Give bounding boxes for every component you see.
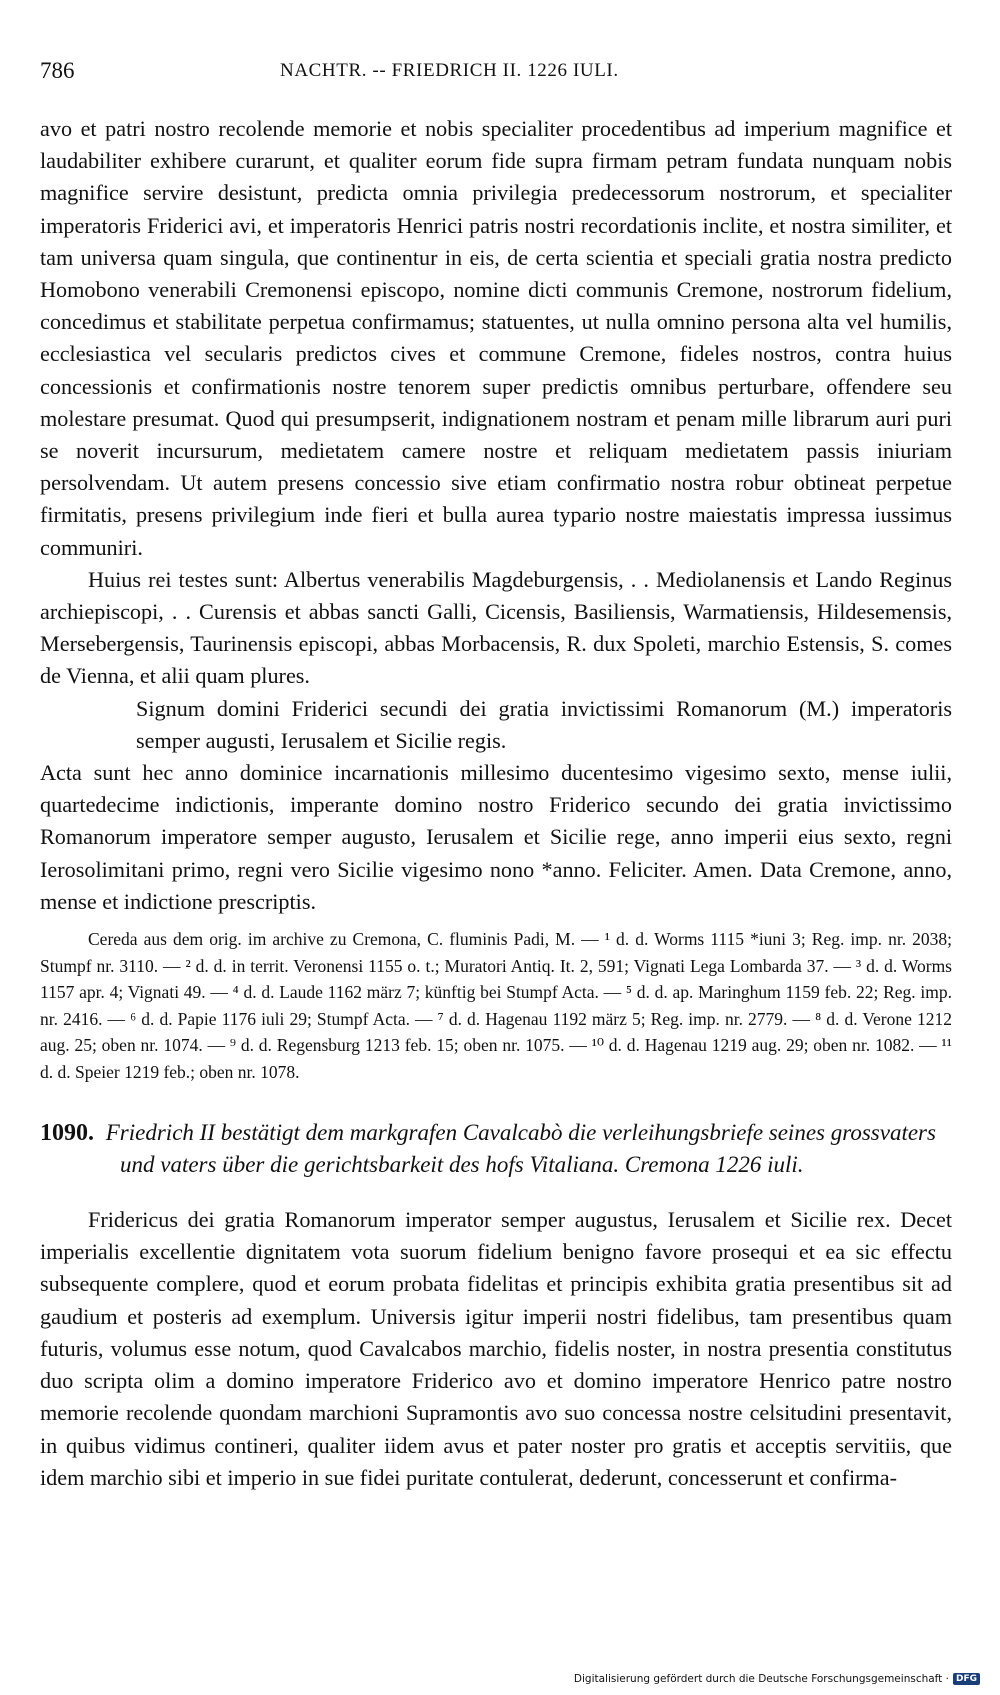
charter-paragraph: avo et patri nostro recolende memorie et nobis specialiter procedentibus ad imperium magnifice et laudabiliter exhibere curarunt, et qualiter eorum fide supra firmam petram fundata nunquam nobis magnifice servire desistunt, predicta omnia privilegia predecessorum nostrorum, et specialiter imperatoris Friderici avi, et imperatoris Henrici patris nostri recordationis inclite, et nostra similiter, et tam universa quam singula, que continentur in eis, de certa scientia et speciali gratia nostra predicto Homobono venerabili Cremonensi episcopo, nomine dicti communis Cremone, nostrorum fidelium, concedimus et stabilitate perpetua confirmamus; statuentes, ut nulla omnino persona alta vel humilis, ecclesiastica vel secularis predictos cives et commune Cremone, fideles nostros, contra huius concessionis et confirmationis nostre tenorem super predictis omnibus perturbare, offendere seu molestare presumat. Quod qui presumpserit, indignationem nostram et penam mille librarum auri puri se noverit incursurum, medietatem camere nostre et reliquam medietatem passis iniuriam persolvendam. Ut autem presens concessio sive etiam confirmatio nostra robur obtineat perpetue firmitatis, presens privilegium inde fieri et bulla aurea typario nostre maiestatis impressa iussimus communiri. [40, 116, 952, 560]
signum-paragraph: Signum domini Friderici secundi dei gratia invictissimi Romanorum (M.) imperatoris semper augusti, Ierusalem et Sicilie regis. [136, 695, 952, 753]
credit-text: Digitalisierung gefördert durch die Deutsche Forschungsgemeinschaft · [573, 1673, 949, 1685]
running-head: NACHTR. -- FRIEDRICH II. 1226 IULI. [280, 60, 619, 81]
page-body [40, 113, 952, 1494]
page-number: 786 [40, 58, 75, 83]
witnesses-paragraph: Huius rei testes sunt: Albertus venerabilis Magdeburgensis, . . Mediolanensis et Lando Reginus archiepiscopi, . . Curensis et abbas sancti Galli, Cicensis, Basiliensis, Warmatiensis, Hildesemensis, Mersebergensis, Taurinensis episcopi, abbas Morbacensis, R. dux Spoleti, marchio Estensis, S. comes de Vienna, et alii quam plures. [40, 566, 952, 689]
document-title: Friedrich II bestätigt dem markgrafen Cavalcabò die verleihungsbriefe seines grossvaters und vaters über die gerichtsbarkeit des hofs Vitaliana. Cremona 1226 iuli. [105, 1120, 936, 1178]
editorial-notes: Cereda aus dem orig. im archive zu Cremona, C. fluminis Padi, M. — ¹ d. d. Worms 1115 *iuni 3; Reg. imp. nr. 2038; Stumpf nr. 3110. — ² d. d. in territ. Veronensi 1155 o. t.; Muratori Antiq. It. 2, 591; Vignati Lega Lombarda 37. — ³ d. d. Worms 1157 apr. 4; Vignati 49. — ⁴ d. d. Laude 1162 märz 7; künftig bei Stumpf Acta. — ⁵ d. d. ap. Maringhum 1159 feb. 22; Reg. imp. nr. 2416. — ⁶ d. d. Papie 1176 iuli 29; Stumpf Acta. — ⁷ d. d. Hagenau 1192 märz 5; Reg. imp. nr. 2779. — ⁸ d. d. Verone 1212 aug. 25; oben nr. 1074. — ⁹ d. d. Regensburg 1213 feb. 15; oben nr. 1075. — ¹⁰ d. d. Hagenau 1219 aug. 29; oben nr. 1082. — ¹¹ d. d. Speier 1219 feb.; oben nr. 1078. [40, 929, 952, 1082]
page-header [40, 58, 950, 94]
document-text: Fridericus dei gratia Romanorum imperator semper augustus, Ierusalem et Sicilie rex. Decet imperialis excellentie dignitatem vota suorum fidelium benigno favore prosequi et ea sic effectu subsequente complere, quod et eorum probata fidelitas et principis exhibita gratia presentibus sit ad gaudium et posteris ad exemplum. Universis igitur imperii nostri fidelibus, tam presentibus quam futuris, volumus esse notum, quod Cavalcabos marchio, fidelis noster, in nostra presentia constitutus duo scripta olim a domino imperatore Friderico avo et domino imperatore Henrico patre nostro memorie recolende quondam marchioni Supramontis avo suo concessa nostre celsitudini presentavit, in quibus vidimus contineri, qualiter iidem avus et pater noster pro gratis et acceptis servitiis, que idem marchio sibi et imperio in sue fidei puritate contulerat, dederunt, concesserunt et confirma- [40, 1207, 952, 1490]
dfg-logo-icon: DFG [953, 1673, 980, 1685]
document-heading [40, 1117, 952, 1181]
dating-paragraph: Acta sunt hec anno dominice incarnationis millesimo ducentesimo vigesimo sexto, mense iulii, quartedecime indictionis, imperante domino nostro Friderico secundo dei gratia invictissimo Romanorum imperatore semper augusto, Ierusalem et Sicilie rege, anno imperii eius sexto, regni Ierosolimitani primo, regni vero Sicilie vigesimo nono *anno. Feliciter. Amen. Data Cremone, anno, mense et indictione prescriptis. [40, 760, 952, 914]
document-number: 1090. [40, 1120, 94, 1147]
digitization-credit [574, 1673, 980, 1685]
